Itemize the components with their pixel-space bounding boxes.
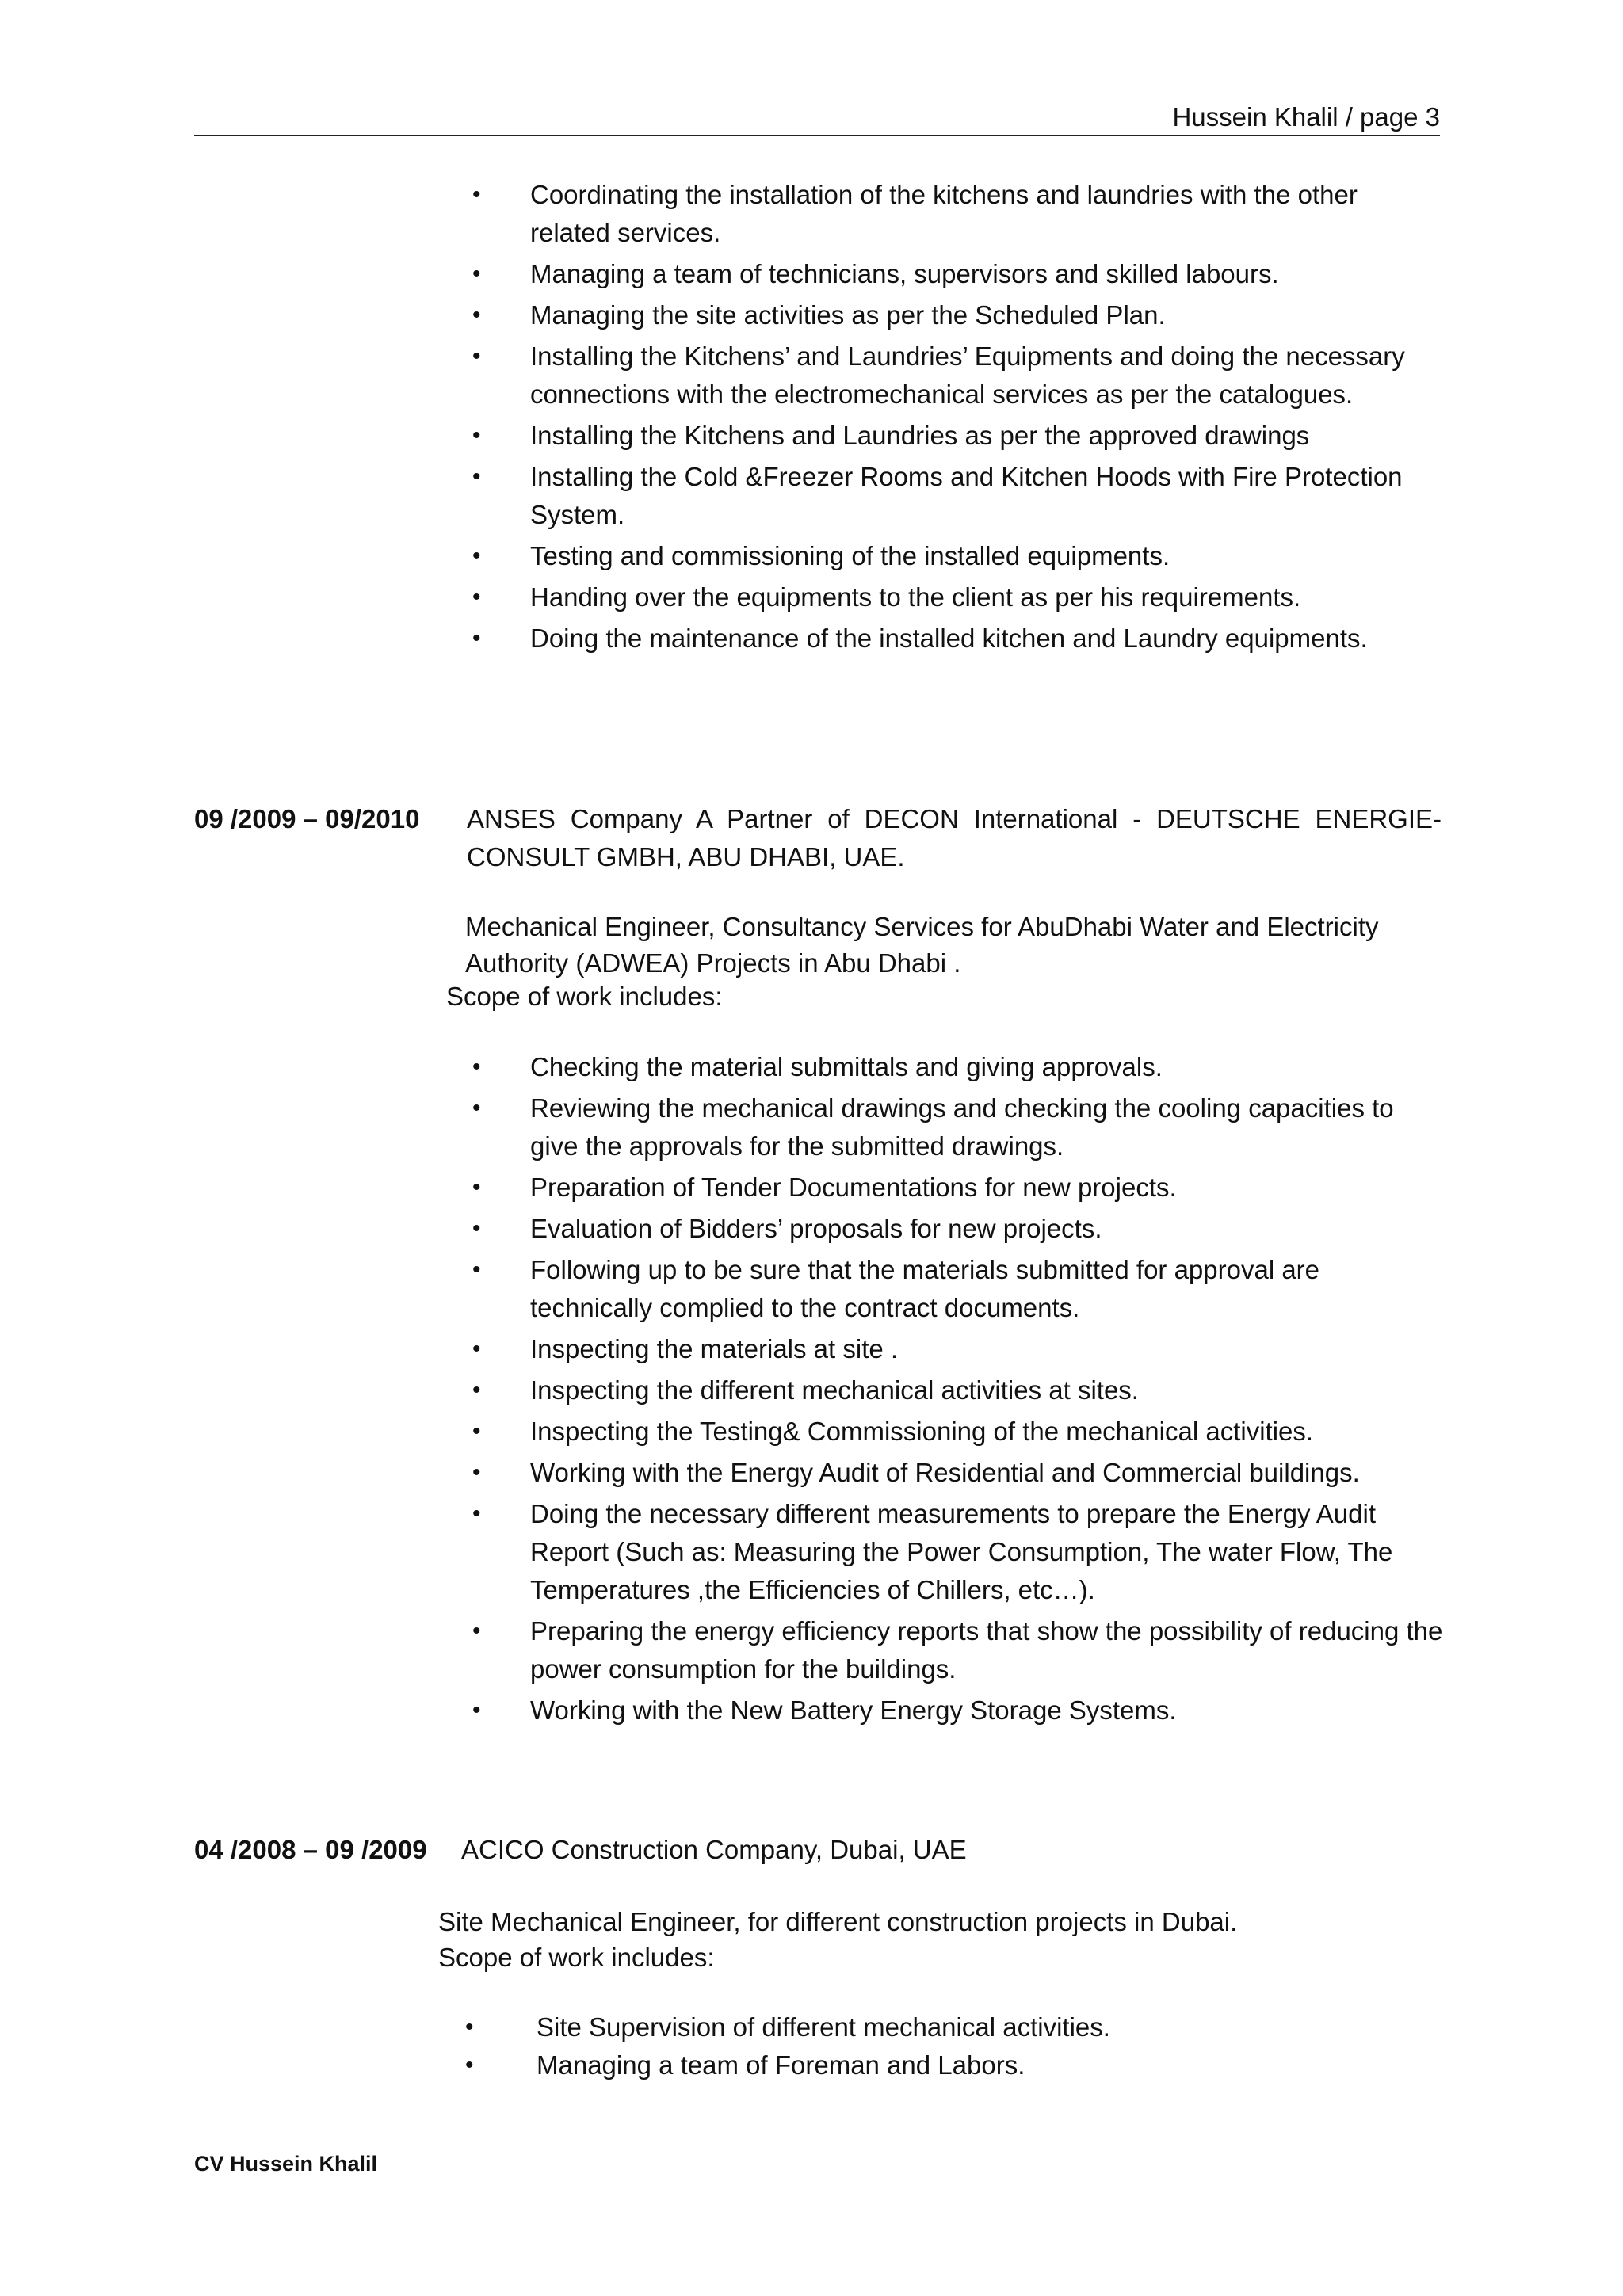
section-top [472, 176, 1443, 658]
anses-bullet-list [472, 1048, 1443, 1730]
job-dates: 09 /2009 – 09/2010 [194, 804, 420, 833]
job-role: Mechanical Engineer, Consultancy Services for AbuDhabi Water and Electricity Authority (ADWEA) Projects in Abu Dhabi . [465, 912, 1379, 978]
list-item: • Preparing the energy efficiency reports that show the possibility of reducing the power consumption for the buildings. [472, 1612, 1443, 1688]
list-item: • Coordinating the installation of the kitchens and laundries with the other related services. [472, 176, 1443, 252]
scope-label: Scope of work includes: [438, 1943, 715, 1972]
list-item: • Installing the Kitchens’ and Laundries’ Equipments and doing the necessary connections with the electromechanical services as per the catalogues. [472, 338, 1443, 414]
list-item: • Testing and commissioning of the installed equipments. [472, 537, 1443, 575]
job-company: ACICO Construction Company, Dubai, UAE [461, 1835, 967, 1864]
list-item: • Reviewing the mechanical drawings and checking the cooling capacities to give the approvals for the submitted drawings. [472, 1089, 1443, 1165]
top-bullet-list [472, 176, 1443, 658]
list-item: • Inspecting the different mechanical activities at sites. [472, 1371, 1443, 1409]
list-item: • Evaluation of Bidders’ proposals for new projects. [472, 1210, 1443, 1248]
scope-label: Scope of work includes: [446, 982, 723, 1011]
list-item: • Handing over the equipments to the client as per his requirements. [472, 578, 1443, 616]
page-header-text: Hussein Khalil / page 3 [1172, 102, 1440, 132]
list-item: • Preparation of Tender Documentations for new projects. [472, 1169, 1443, 1207]
list-item: • Installing the Cold &Freezer Rooms and Kitchen Hoods with Fire Protection System. [472, 458, 1443, 534]
list-item: • Working with the Energy Audit of Residential and Commercial buildings. [472, 1454, 1443, 1492]
list-item: • Installing the Kitchens and Laundries as per the approved drawings [472, 417, 1443, 455]
list-item: • Site Supervision of different mechanical activities. [465, 2008, 1436, 2046]
page-footer: CV Hussein Khalil [194, 2152, 378, 2176]
job-company: ANSES Company A Partner of DECON International - DEUTSCHE ENERGIE-CONSULT GMBH, ABU DHABI, UAE. [467, 804, 1442, 871]
list-item: • Working with the New Battery Energy Storage Systems. [472, 1691, 1443, 1730]
list-item: • Managing the site activities as per the Scheduled Plan. [472, 296, 1443, 334]
list-item: • Checking the material submittals and giving approvals. [472, 1048, 1443, 1086]
list-item: • Doing the necessary different measurements to prepare the Energy Audit Report (Such as: Measuring the Power Consumption, The water Flow, The Temperatures ,the Efficiencies of Chillers, etc…). [472, 1495, 1443, 1609]
page-header [194, 101, 1440, 136]
job-dates: 04 /2008 – 09 /2009 [194, 1835, 427, 1864]
list-item: • Managing a team of Foreman and Labors. [465, 2046, 1436, 2084]
acico-bullets [465, 2008, 1436, 2084]
job-role: Site Mechanical Engineer, for different construction projects in Dubai. [438, 1907, 1238, 1936]
acico-bullet-list [465, 2008, 1436, 2084]
anses-bullets [472, 1048, 1443, 1730]
list-item: • Inspecting the materials at site . [472, 1330, 1443, 1368]
list-item: • Inspecting the Testing& Commissioning of the mechanical activities. [472, 1413, 1443, 1451]
list-item: • Managing a team of technicians, supervisors and skilled labours. [472, 255, 1443, 293]
list-item: • Following up to be sure that the materials submitted for approval are technically complied to the contract documents. [472, 1251, 1443, 1327]
list-item: • Doing the maintenance of the installed kitchen and Laundry equipments. [472, 620, 1443, 658]
